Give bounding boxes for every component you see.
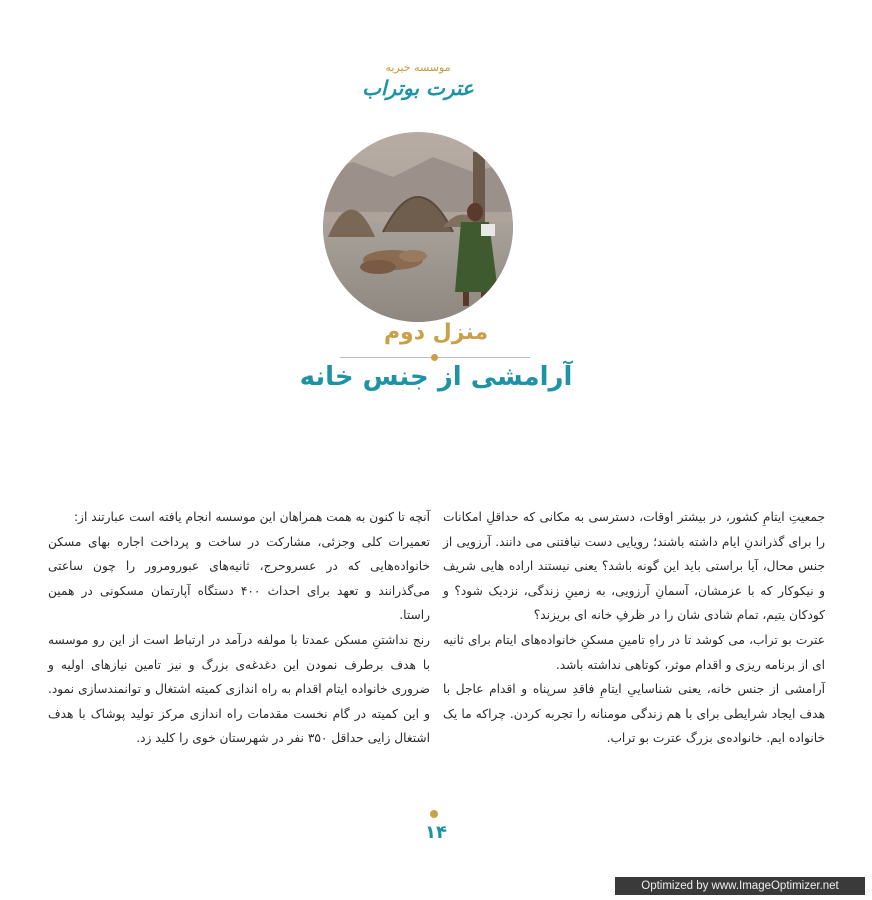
paragraph: رنج نداشتنِ مسکن عمدتا با مولفه درآمد در ارتباط است از این رو موسسه با هدف برطرف نمودن این دغدغه‌ی بزرگ و نیز تامین نیازهای اولیه و ضروری خانواده ایتام اقدام به راه اندازی کمیته اشتغال و توانمندسازی نمود. و این کمیته در گام نخست مقدمات راه اندازی مرکز تولید پوشاک با هدف اشتغال زایی حداقل ۳۵۰ نفر در شهرستان خوی را کلید زد. [48, 632, 430, 746]
paragraph: تعمیرات کلی وجزئی، مشارکت در ساخت و پرداخت اجاره بهای مسکن خانواده‌هایی که در عسروحرج، ثانیه‌های عبورومرور را چون ساعتی می‌گذرانند و تعهد برای احداث ۴۰۰ دستگاه آپارتمان مسکونی در همین راستا. [48, 534, 430, 623]
logo-name: عترت بوتراب [362, 76, 474, 100]
optimizer-watermark: Optimized by www.ImageOptimizer.net [615, 877, 865, 895]
paragraph: آرامشی از جنس خانه، یعنی شناساییِ ایتامِ فاقدِ سرپناه و اقدام عاجل با هدف ایجاد شرایطی برای با هم زندگی مومنانه را تجربه کردن. چراکه ما یک خانواده ایم. خانواده‌ی بزرگ عترت بو تراب. [443, 682, 825, 746]
chapter-label: منزل دوم [383, 320, 489, 345]
text-column-right [443, 505, 825, 751]
paragraph: عترت بو تراب، می کوشد تا در راهِ تامینِ مسکنِ خانواده‌های ایتام برای ثانیه ای از برنامه ریزی و اقدام موثر، کوتاهی نداشته باشد. [443, 632, 825, 672]
divider-dot [431, 354, 438, 361]
page-number-dot [430, 810, 438, 818]
page-number: ۱۴ [425, 822, 447, 843]
chapter-photo [323, 132, 513, 322]
chapter-title: آرامشی از جنس خانه [299, 362, 573, 392]
logo-subtitle: موسسه خیریه [385, 61, 451, 74]
text-column-left [48, 505, 430, 751]
paragraph: جمعیتِ ایتامِ کشور، در بیشتر اوقات، دسترسی به مکانی که حداقلِ امکانات را برای گذراندنِ ایام داشته باشند؛ رویایی دست نیافتنی می دانند. آرزویی از جنس محال، آیا براستی باید این گونه باشد؟ یعنی نیستند اراده هایی شریف و نیکوکار که با عزمشان، آسمانِ آرزویی، به زمینِ زندگی، نزدیک شود؟ و کودکان یتیم، تمام شادی شان را در ظرفِ خانه ای بریزند؟ [443, 510, 825, 623]
paragraph: آنچه تا کنون به همت همراهان این موسسه انجام یافته است عبارتند از: [73, 510, 430, 524]
title-divider [340, 357, 530, 359]
charity-logo [362, 55, 474, 107]
